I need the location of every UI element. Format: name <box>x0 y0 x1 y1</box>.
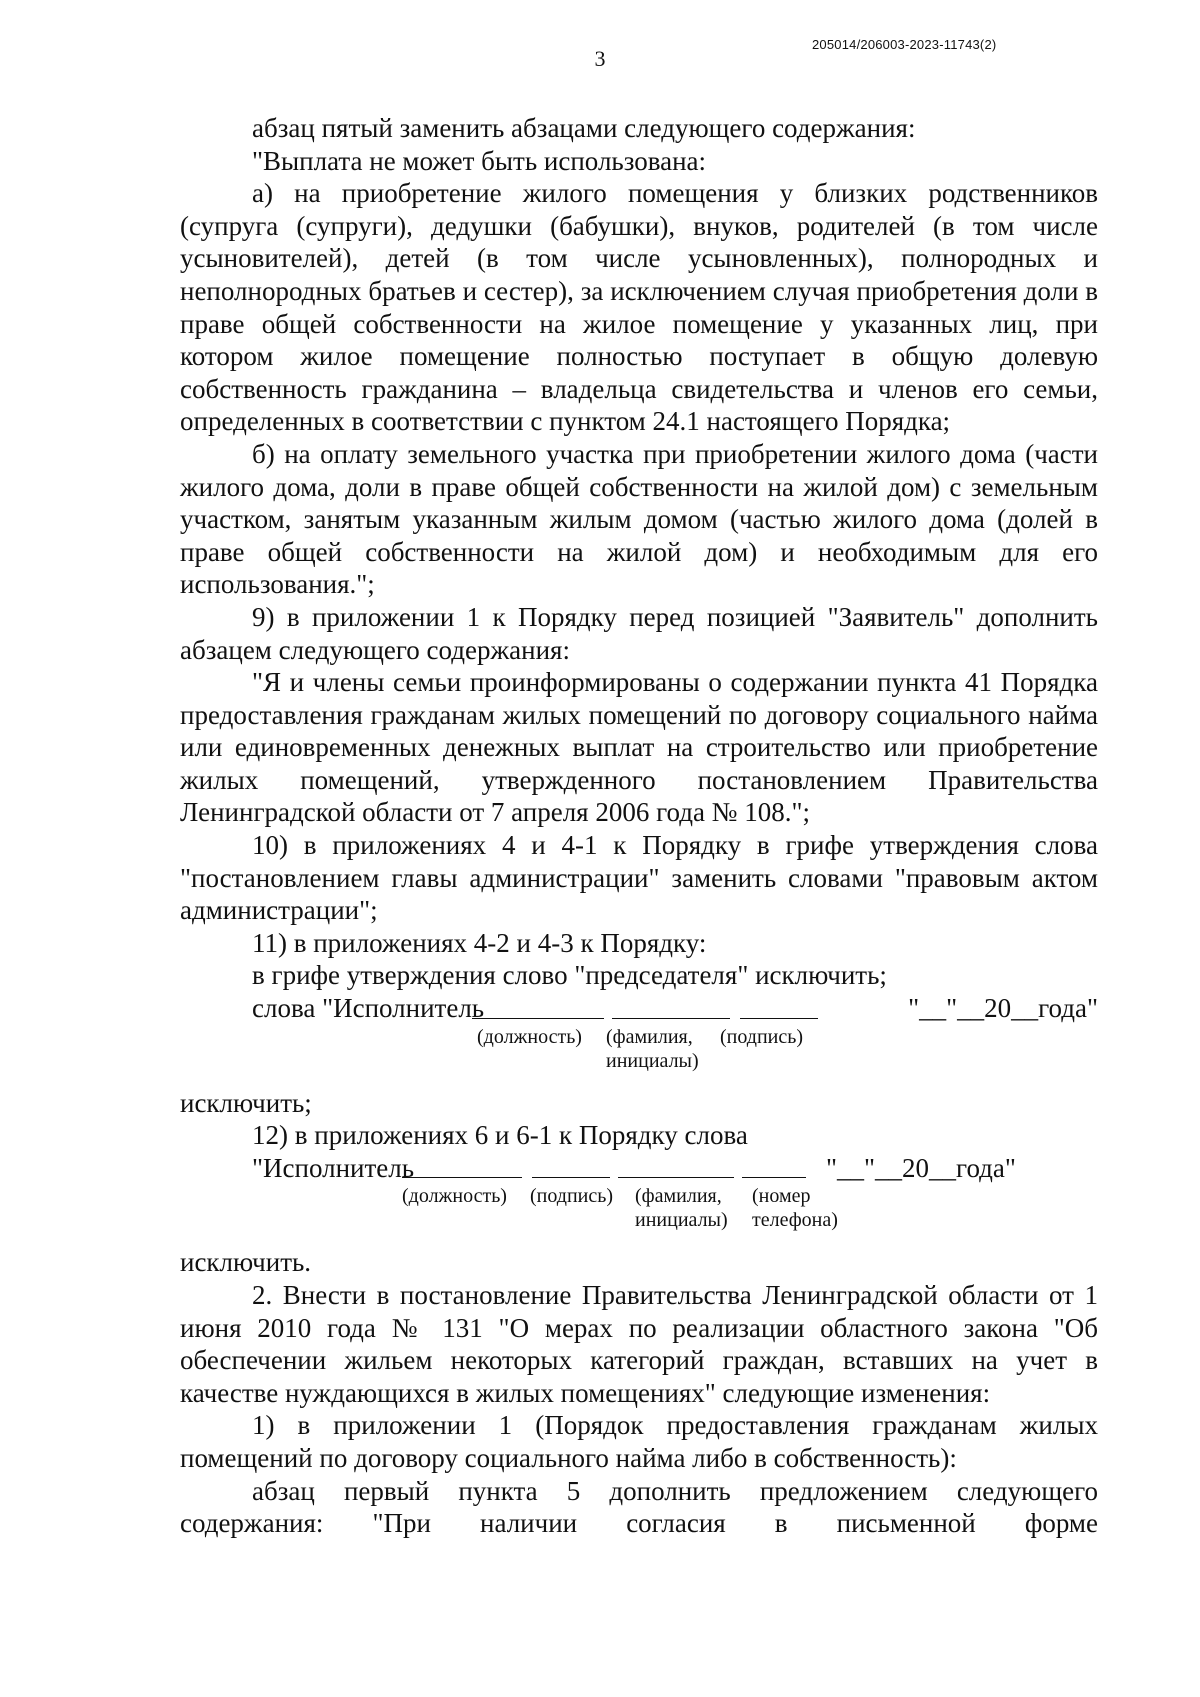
paragraph: а) на приобретение жилого помещения у близких родственников (супруга (супруги), дедушки (бабушки), внуков, родителей (в том числе усыновителей), детей (в том числе усыновленных), полнородных и неполнородных братьев и сестер), за исключением случая приобретения доли в праве общей собственности на жилое помещение у указанных лиц, при котором жилое помещение полностью поступает в общую долевую собственность гражданина – владельца свидетельства и членов его семьи, определенных в соответствии с пунктом 24.1 настоящего Порядка; <box>180 178 1098 437</box>
signature-blank <box>742 1177 806 1178</box>
signature-label: слова "Исполнитель <box>252 993 485 1024</box>
signature-label: "Исполнитель <box>252 1152 415 1183</box>
paragraph: 2. Внести в постановление Правительства Ленинградской области от 1 июня 2010 года № 131 "О мерах по реализации областного закона "Об обеспечении жильем некоторых категорий граждан, вставших на учет в качестве нуждающихся в жилых помещениях" следующие изменения: <box>180 1280 1098 1408</box>
paragraph: 12) в приложениях 6 и 6-1 к Порядку слова <box>252 1120 748 1151</box>
paragraph: 1) в приложении 1 (Порядок предоставления гражданам жилых помещений по договору социального найма либо в собственность): <box>180 1410 1098 1473</box>
signature-blank <box>402 1177 522 1178</box>
caption: (подпись) <box>720 1025 804 1048</box>
caption: (фамилия, инициалы) <box>635 1185 728 1232</box>
signature-date: "__"__20__года" <box>826 1152 1016 1183</box>
paragraph: 11) в приложениях 4-2 и 4-3 к Порядку: <box>252 927 707 958</box>
caption: (должность) <box>402 1185 507 1208</box>
signature-captions <box>180 1025 1098 1087</box>
signature-line <box>180 992 1098 1025</box>
signature-blank <box>612 1018 730 1019</box>
paragraph: б) на оплату земельного участка при приобретении жилого дома (части жилого дома, доли в праве общей собственности на жилой дом) с земельным участком, занятым указанным жилым домом (частью жилого дома (долей в праве общей собственности на жилой дом) и необходимым для его использования."; <box>180 438 1098 600</box>
signature-blank <box>472 1018 604 1019</box>
caption: (должность) <box>477 1025 582 1048</box>
paragraph: исключить; <box>180 1087 312 1118</box>
document-number: 205014/206003-2023-11743(2) <box>812 37 997 52</box>
page-number: 3 <box>594 46 606 71</box>
signature-line <box>180 1152 1098 1185</box>
paragraph: 9) в приложении 1 к Порядку перед позицией "Заявитель" дополнить абзацем следующего содержания: <box>180 601 1098 665</box>
signature-captions <box>180 1184 1098 1246</box>
paragraph: "Выплата не может быть использована: <box>252 145 707 176</box>
paragraph: "Я и члены семьи проинформированы о содержании пункта 41 Порядка предоставления гражданам жилых помещений по договору социального найма или единовременных денежных выплат на строительство или приобретение жилых помещений, утвержденного постановлением Правительства Ленинградской области от 7 апреля 2006 года № 108."; <box>180 667 1098 828</box>
signature-blank <box>740 1018 818 1019</box>
signature-blank <box>532 1177 610 1178</box>
document-body <box>180 112 1098 1540</box>
signature-blank <box>618 1177 734 1178</box>
paragraph: 10) в приложениях 4 и 4-1 к Порядку в грифе утверждения слова "постановлением главы администрации" заменить словами "правовым актом администрации"; <box>180 830 1098 926</box>
paragraph: абзац первый пункта 5 дополнить предложением следующего содержания: "При наличии согласия в письменной форме <box>180 1475 1098 1539</box>
paragraph: абзац пятый заменить абзацами следующего содержания: <box>252 113 916 143</box>
signature-date: "__"__20__года" <box>908 993 1098 1024</box>
caption: (номер телефона) <box>752 1185 838 1232</box>
paragraph: в грифе утверждения слово "председателя" исключить; <box>252 960 887 991</box>
paragraph: исключить. <box>180 1247 312 1278</box>
caption: (фамилия, инициалы) <box>606 1025 699 1072</box>
caption: (подпись) <box>530 1185 614 1208</box>
